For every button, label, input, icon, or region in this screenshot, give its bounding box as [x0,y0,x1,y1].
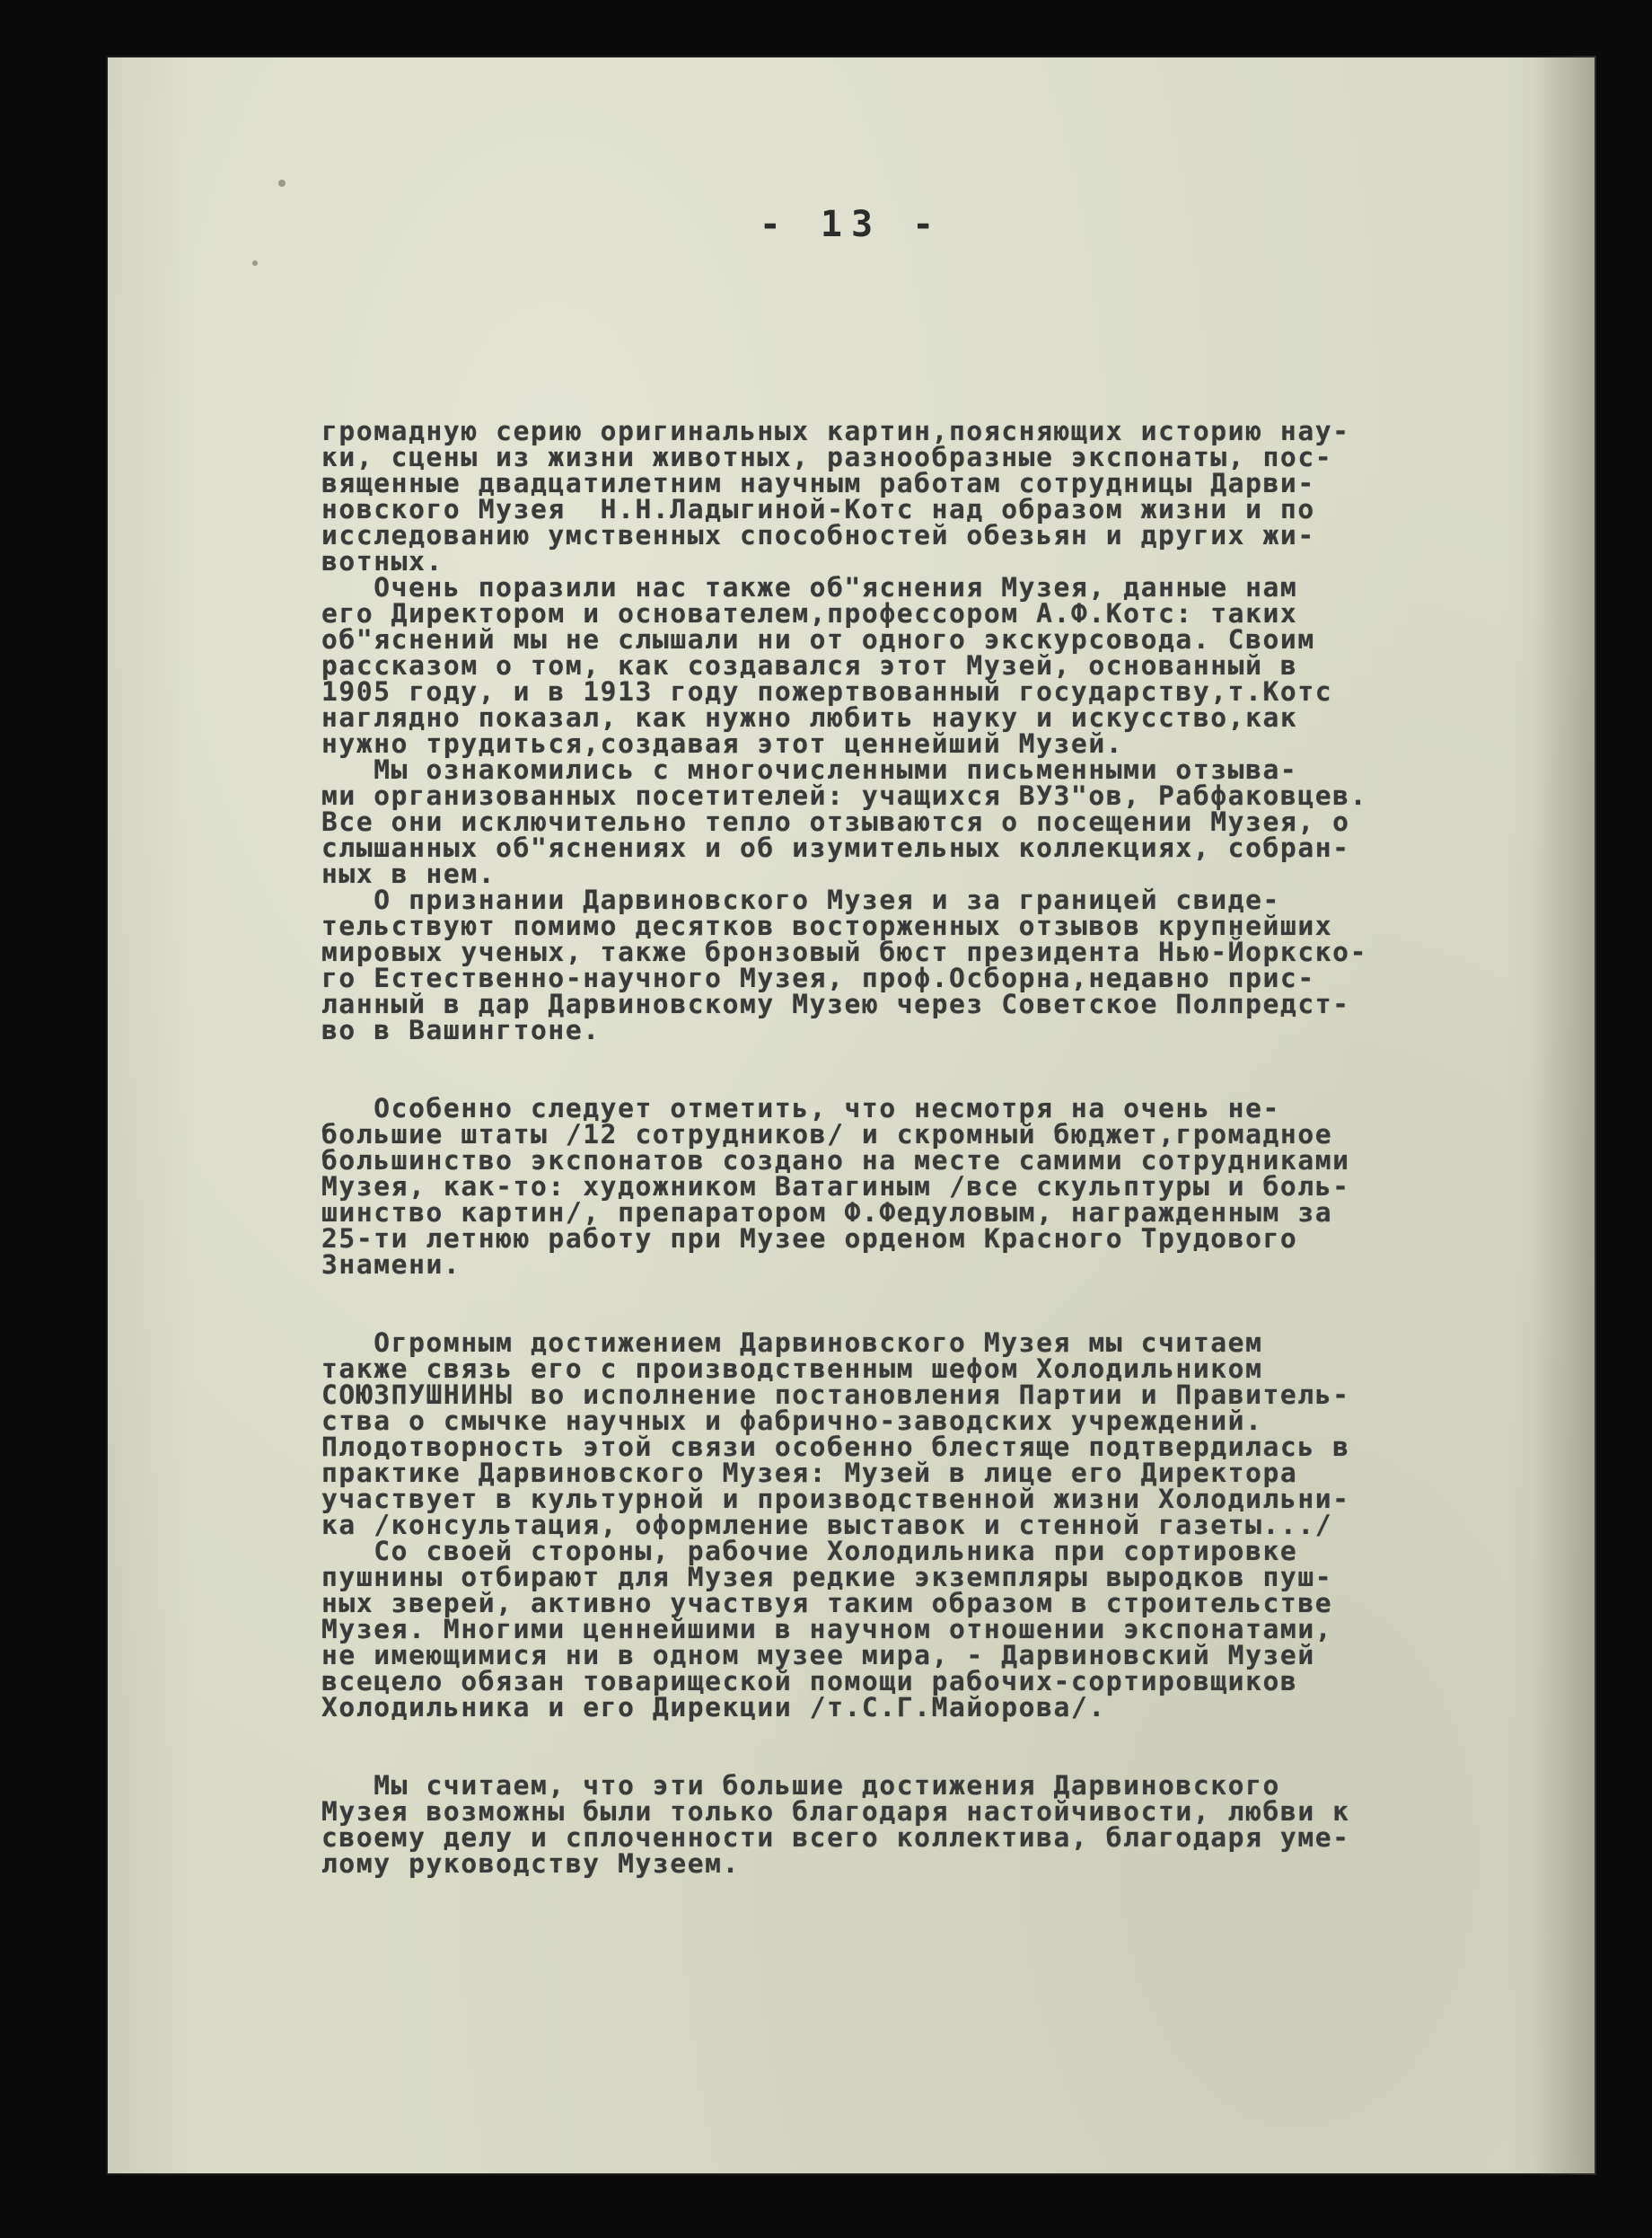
paper-speck [252,260,258,266]
text-line: громадную серию оригинальных картин,поясняющих историю нау- [321,416,1350,446]
document-page [106,56,1596,2175]
text-line: вотных. [321,546,444,577]
text-line: Музея. Многими ценнейшими в научном отношении экспонатами, [321,1614,1333,1644]
text-line: нужно трудиться,создавая этот ценнейший Музей. [321,728,1124,759]
paragraph-gap [321,1721,1480,1773]
text-line: Очень поразили нас также об"яснения Музея, данные нам [321,572,1298,603]
text-line: ки, сцены из жизни животных, разнообразные экспонаты, пос- [321,442,1333,472]
text-line: Холодильника и его Дирекции /т.С.Г.Майорова/. [321,1692,1106,1723]
text-line: ланный в дар Дарвиновскому Музею через Советское Полпредст- [321,989,1350,1019]
text-line: ства о смычке научных и фабрично-заводских учреждений. [321,1405,1263,1436]
text-line: во в Вашингтоне. [321,1015,601,1045]
text-line: наглядно показал, как нужно любить науку и искусство,как [321,702,1298,733]
text-line: практике Дарвиновского Музея: Музей в лице его Директора [321,1458,1298,1488]
paper-speck [278,180,286,187]
text-line: СОЮЗПУШНИНЫ во исполнение постановления Партии и Правитель- [321,1379,1350,1410]
paragraph-gap [321,1044,1480,1096]
text-line: Особенно следует отметить, что несмотря на очень не- [321,1093,1280,1123]
text-line: ка /консультация, оформление выставок и стенной газеты.../ [321,1510,1333,1540]
text-line: Плодотворность этой связи особенно блестяще подтвердилась в [321,1432,1350,1462]
text-line: шинство картин/, препаратором Ф.Федуловым, награжденным за [321,1197,1333,1228]
text-line: большинство экспонатов создано на месте самими сотрудниками [321,1145,1350,1176]
text-line: Со своей стороны, рабочие Холодильника при сортировке [321,1536,1298,1566]
text-line: Мы считаем, что эти большие достижения Дарвиновского [321,1770,1280,1801]
text-line: мировых ученых, также бронзовый бюст президента Нью-Йоркско- [321,937,1368,967]
text-line: участвует в культурной и производственной жизни Холодильни- [321,1484,1350,1514]
text-line: Все они исключительно тепло отзываются о посещении Музея, о [321,806,1350,837]
text-line: слышанных об"яснениях и об изумительных коллекциях, собран- [321,833,1350,863]
text-line: тельствуют помимо десятков восторженных отзывов крупнейших [321,911,1333,941]
text-line: 25-ти летнюю работу при Музее орденом Красного Трудового [321,1223,1298,1254]
text-line: Мы ознакомились с многочисленными письменными отзыва- [321,754,1298,785]
text-line: об"яснений мы не слышали ни от одного экскурсовода. Своим [321,624,1315,655]
text-line: О признании Дарвиновского Музея и за границей свиде- [321,885,1280,915]
text-line: Музея возможны были только благодаря настойчивости, любви к [321,1796,1350,1827]
text-line: ми организованных посетителей: учащихся ВУЗ"ов, Рабфаковцев. [321,780,1368,811]
text-line: большие штаты /12 сотрудников/ и скромный бюджет,громадное [321,1119,1333,1150]
text-line: ных зверей, активно участвуя таким образом в строительстве [321,1588,1333,1618]
text-line: также связь его с производственным шефом Холодильником [321,1353,1263,1384]
text-line: пушнины отбирают для Музея редкие экземпляры выродков пуш- [321,1562,1333,1592]
text-line: не имеющимися ни в одном музее мира, - Дарвиновский Музей [321,1640,1315,1670]
text-line: лому руководству Музеем. [321,1848,741,1879]
text-line: новского Музея Н.Н.Ладыгиной-Котс над образом жизни и по [321,494,1315,524]
text-line: 1905 году, и в 1913 году пожертвованный государству,т.Котс [321,676,1333,707]
typewritten-text [321,416,1480,1879]
page-number: - 13 - [759,204,944,245]
text-line: Огромным достижением Дарвиновского Музея мы считаем [321,1327,1263,1358]
text-line: го Естественно-научного Музея, проф.Осборна,недавно прис- [321,963,1315,993]
text-line: своему делу и сплоченности всего коллектива, благодаря уме- [321,1822,1350,1853]
text-line: его Директором и основателем,профессором А.Ф.Котс: таких [321,598,1298,629]
paper-edge-shading [1533,56,1596,2175]
text-line: вященные двадцатилетним научным работам сотрудницы Дарви- [321,468,1315,498]
text-line: ных в нем. [321,859,496,889]
text-line: всецело обязан товарищеской помощи рабочих-сортировщиков [321,1666,1298,1696]
text-line: Знамени. [321,1249,461,1280]
text-line: исследованию умственных способностей обезьян и других жи- [321,520,1315,551]
text-line: рассказом о том, как создавался этот Музей, основанный в [321,650,1298,681]
text-line: Музея, как-то: художником Ватагиным /все скульптуры и боль- [321,1171,1350,1202]
paragraph-gap [321,1278,1480,1330]
